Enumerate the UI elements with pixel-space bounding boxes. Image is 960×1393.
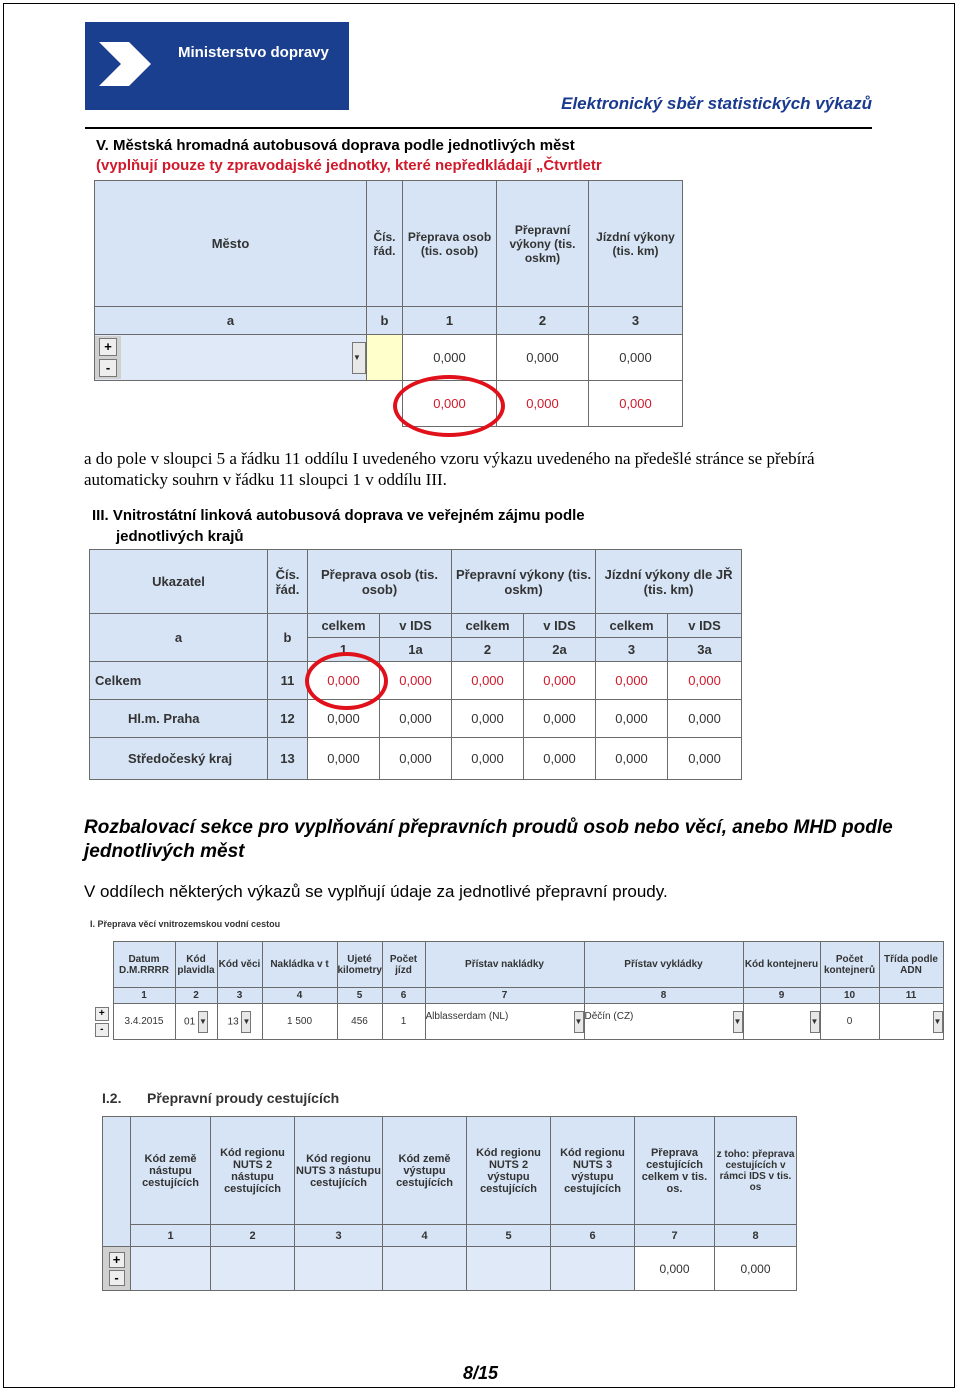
subheader-cell: v IDS xyxy=(524,614,596,638)
header-cell: Kód regionu NUTS 3 výstupu cestujících xyxy=(551,1117,635,1225)
page-number: 8/15 xyxy=(463,1363,499,1383)
header-cell: Přístav vykládky xyxy=(584,942,743,988)
code-cell: 9 xyxy=(743,988,820,1004)
highlight-circle xyxy=(393,375,505,437)
code-cell: 7 xyxy=(635,1225,715,1247)
value-cell: 0,000 xyxy=(596,662,668,700)
header-cell: Přístav nakládky xyxy=(425,942,584,988)
paragraph-1: a do pole v sloupci 5 a řádku 11 oddílu I uvedeného vzoru výkazu uvedeného na předešlé stránce se přebírá automaticky souhrn v řádku 11 sloupci 1 v oddílu III. xyxy=(84,449,815,489)
code-cell: 1 xyxy=(403,307,497,335)
code-cell: 1 xyxy=(308,638,380,662)
code-cell: 7 xyxy=(425,988,584,1004)
section-i-table xyxy=(91,941,944,1040)
code-cell: 4 xyxy=(383,1225,467,1247)
value-cell: 0,000 xyxy=(308,738,380,780)
value-cell: 0,000 xyxy=(524,700,596,738)
add-row-button[interactable]: + xyxy=(99,338,117,356)
code-cell: 6 xyxy=(551,1225,635,1247)
value-cell: 0,000 xyxy=(524,738,596,780)
header-preprava-osob: Přeprava osob (tis. osob) xyxy=(403,181,497,307)
add-row-button[interactable]: + xyxy=(95,1007,109,1021)
header-jizdni-vykony: Jízdní výkony dle JŘ (tis. km) xyxy=(596,550,742,614)
code-cell: a xyxy=(95,307,367,335)
header-cell: Datum D.M.RRRR xyxy=(113,942,175,988)
section-v-title: V. Městská hromadná autobusová doprava podle jednotlivých měst xyxy=(96,137,575,154)
input-cell[interactable] xyxy=(295,1247,383,1291)
code-cell: 1 xyxy=(131,1225,211,1247)
header-cell: Kód věci xyxy=(217,942,262,988)
subheader-cell: celkem xyxy=(308,614,380,638)
code-cell: 10 xyxy=(820,988,879,1004)
row-label: Středočeský kraj xyxy=(90,738,268,780)
header-title: Elektronický sběr statistických výkazů xyxy=(561,94,872,113)
code-cell: 8 xyxy=(715,1225,797,1247)
value-cell: 0,000 xyxy=(668,662,742,700)
value-cell[interactable]: 0,000 xyxy=(635,1247,715,1291)
loading-port-select[interactable]: Alblasserdam (NL) ▼ xyxy=(425,1004,584,1040)
ministry-logo xyxy=(85,22,349,110)
value-cell: 0,000 xyxy=(380,662,452,700)
dropdown-icon[interactable]: ▼ xyxy=(733,1011,743,1033)
code-cell: 2a xyxy=(524,638,596,662)
header-cell: Kód regionu NUTS 3 nástupu cestujících xyxy=(295,1117,383,1225)
code-cell: 3 xyxy=(596,638,668,662)
code-cell: 3a xyxy=(668,638,742,662)
section-v-subtitle: (vyplňují pouze ty zpravodajské jednotky, které nepředkládají „Čtvrtletr xyxy=(96,157,602,174)
value-cell: 0,000 xyxy=(524,662,596,700)
code-cell: a xyxy=(90,614,268,662)
section-iii-title: III. Vnitrostátní linková autobusová doprava ve veřejném zájmu podle xyxy=(92,507,585,524)
subheader-cell: v IDS xyxy=(380,614,452,638)
code-cell: 1 xyxy=(113,988,175,1004)
code-cell: 6 xyxy=(382,988,425,1004)
vessel-code-select[interactable]: 01 ▼ xyxy=(175,1004,217,1040)
goods-code-select[interactable]: 13 ▼ xyxy=(217,1004,262,1040)
code-cell: b xyxy=(367,307,403,335)
section-i2-title: Přepravní proudy cestujících xyxy=(147,1090,340,1106)
dropdown-icon[interactable]: ▼ xyxy=(810,1011,820,1033)
value-cell: 0,000 xyxy=(596,738,668,780)
code-cell: 5 xyxy=(467,1225,551,1247)
loading-field[interactable]: 1 500 xyxy=(262,1004,337,1040)
trips-field[interactable]: 1 xyxy=(382,1004,425,1040)
dropdown-icon[interactable]: ▼ xyxy=(241,1011,251,1033)
row-label: Hl.m. Praha xyxy=(90,700,268,738)
header-cell: Ujeté kilometry xyxy=(337,942,382,988)
row-number-cell xyxy=(367,335,403,381)
section-i2-number: I.2. xyxy=(102,1090,122,1106)
logo-arrow-icon xyxy=(99,38,169,94)
subheader-cell: v IDS xyxy=(668,614,742,638)
code-cell: 5 xyxy=(337,988,382,1004)
header-prepravni-vykony: Přepravní výkony (tis. oskm) xyxy=(497,181,589,307)
section-iii-table xyxy=(89,549,742,780)
value-cell: 0,000 xyxy=(403,335,497,381)
value-cell: 0,000 xyxy=(452,662,524,700)
dropdown-icon[interactable]: ▼ xyxy=(198,1011,208,1033)
subheader-cell: celkem xyxy=(452,614,524,638)
value-cell: 0,000 xyxy=(452,738,524,780)
section-v-table xyxy=(94,180,683,427)
value-cell: 0,000 xyxy=(596,700,668,738)
header-cell: Počet kontejnerů xyxy=(820,942,879,988)
value-cell: 0,000 xyxy=(668,738,742,780)
header-cell: Třída podle ADN xyxy=(879,942,943,988)
code-cell: 2 xyxy=(211,1225,295,1247)
containers-count-field[interactable]: 0 xyxy=(820,1004,879,1040)
header-cell: Kód plavidla xyxy=(175,942,217,988)
header-prepravni-vykony: Přepravní výkony (tis. oskm) xyxy=(452,550,596,614)
input-cell[interactable] xyxy=(467,1247,551,1291)
row-label: Celkem xyxy=(90,662,268,700)
adn-class-select[interactable] xyxy=(879,1004,943,1040)
total-cell: 0,000 xyxy=(589,381,683,427)
value-cell: 0,000 xyxy=(380,738,452,780)
code-cell: b xyxy=(268,614,308,662)
value-cell: 0,000 xyxy=(380,700,452,738)
section-iii-title-2: jednotlivých krajů xyxy=(116,528,244,545)
value-cell[interactable]: 0,000 xyxy=(715,1247,797,1291)
code-cell: 2 xyxy=(452,638,524,662)
total-cell: 0,000 xyxy=(403,381,497,427)
code-cell: 2 xyxy=(497,307,589,335)
code-cell: 2 xyxy=(175,988,217,1004)
code-cell: 3 xyxy=(217,988,262,1004)
header-cell: Kód kontejneru xyxy=(743,942,820,988)
value-cell: 0,000 xyxy=(589,335,683,381)
code-cell: 11 xyxy=(879,988,943,1004)
remove-row-button[interactable]: - xyxy=(99,359,117,377)
value-cell: 0,000 xyxy=(308,662,380,700)
code-cell: 3 xyxy=(295,1225,383,1247)
mesto-select-cell xyxy=(95,335,367,381)
highlight-circle xyxy=(305,652,388,710)
header-rule xyxy=(85,127,872,129)
header-cell: Nakládka v t xyxy=(262,942,337,988)
add-row-button[interactable]: + xyxy=(109,1252,125,1268)
header-cell: Kód země nástupu cestujících xyxy=(131,1117,211,1225)
unloading-port-select[interactable]: Děčín (CZ) ▼ xyxy=(584,1004,743,1040)
subheader-cell: celkem xyxy=(596,614,668,638)
header-cell: Počet jízd xyxy=(382,942,425,988)
code-cell: 4 xyxy=(262,988,337,1004)
dropdown-icon[interactable]: ▼ xyxy=(933,1011,943,1033)
header-cell: Přeprava cestujících celkem v tis. os. xyxy=(635,1117,715,1225)
row-number: 11 xyxy=(268,662,308,700)
value-cell: 0,000 xyxy=(668,700,742,738)
row-number: 13 xyxy=(268,738,308,780)
value-cell: 0,000 xyxy=(308,700,380,738)
dropdown-icon[interactable]: ▼ xyxy=(574,1011,584,1033)
paragraph-2: V oddílech některých výkazů se vyplňují údaje za jednotlivé přepravní proudy. xyxy=(84,882,668,901)
input-cell[interactable] xyxy=(131,1247,211,1291)
remove-row-button[interactable]: - xyxy=(95,1023,109,1037)
header-cell: Kód země výstupu cestujících xyxy=(383,1117,467,1225)
input-cell[interactable] xyxy=(211,1247,295,1291)
section-i-title: I. Přeprava věcí vnitrozemskou vodní cestou xyxy=(90,919,281,929)
code-cell: 3 xyxy=(589,307,683,335)
header-cis-rad: Čís. řád. xyxy=(367,181,403,307)
row-number: 12 xyxy=(268,700,308,738)
header-cell: z toho: přeprava cestujících v rámci IDS v tis. os xyxy=(715,1117,797,1225)
header-cis-rad: Čís. řád. xyxy=(268,550,308,614)
city-dropdown-button[interactable]: ▼ xyxy=(352,342,366,374)
value-cell: 0,000 xyxy=(497,335,589,381)
input-cell[interactable] xyxy=(383,1247,467,1291)
section-i2-table xyxy=(102,1116,797,1291)
total-cell: 0,000 xyxy=(497,381,589,427)
km-field[interactable]: 456 xyxy=(337,1004,382,1040)
header-ukazatel: Ukazatel xyxy=(90,550,268,614)
section-heading: Rozbalovací sekce pro vyplňování přepravních proudů osob nebo věcí, anebo MHD podle jednotlivých měst xyxy=(84,817,893,862)
header-jizdni-vykony: Jízdní výkony (tis. km) xyxy=(589,181,683,307)
code-cell: 1a xyxy=(380,638,452,662)
input-cell[interactable] xyxy=(551,1247,635,1291)
logo-text: Ministerstvo dopravy xyxy=(178,44,329,61)
container-code-select[interactable] xyxy=(743,1004,820,1040)
code-cell: 8 xyxy=(584,988,743,1004)
value-cell: 0,000 xyxy=(452,700,524,738)
remove-row-button[interactable]: - xyxy=(109,1270,125,1286)
header-cell: Kód regionu NUTS 2 nástupu cestujících xyxy=(211,1117,295,1225)
header-mesto: Město xyxy=(95,181,367,307)
header-cell: Kód regionu NUTS 2 výstupu cestujících xyxy=(467,1117,551,1225)
header-preprava-osob: Přeprava osob (tis. osob) xyxy=(308,550,452,614)
date-field[interactable]: 3.4.2015 xyxy=(113,1004,175,1040)
